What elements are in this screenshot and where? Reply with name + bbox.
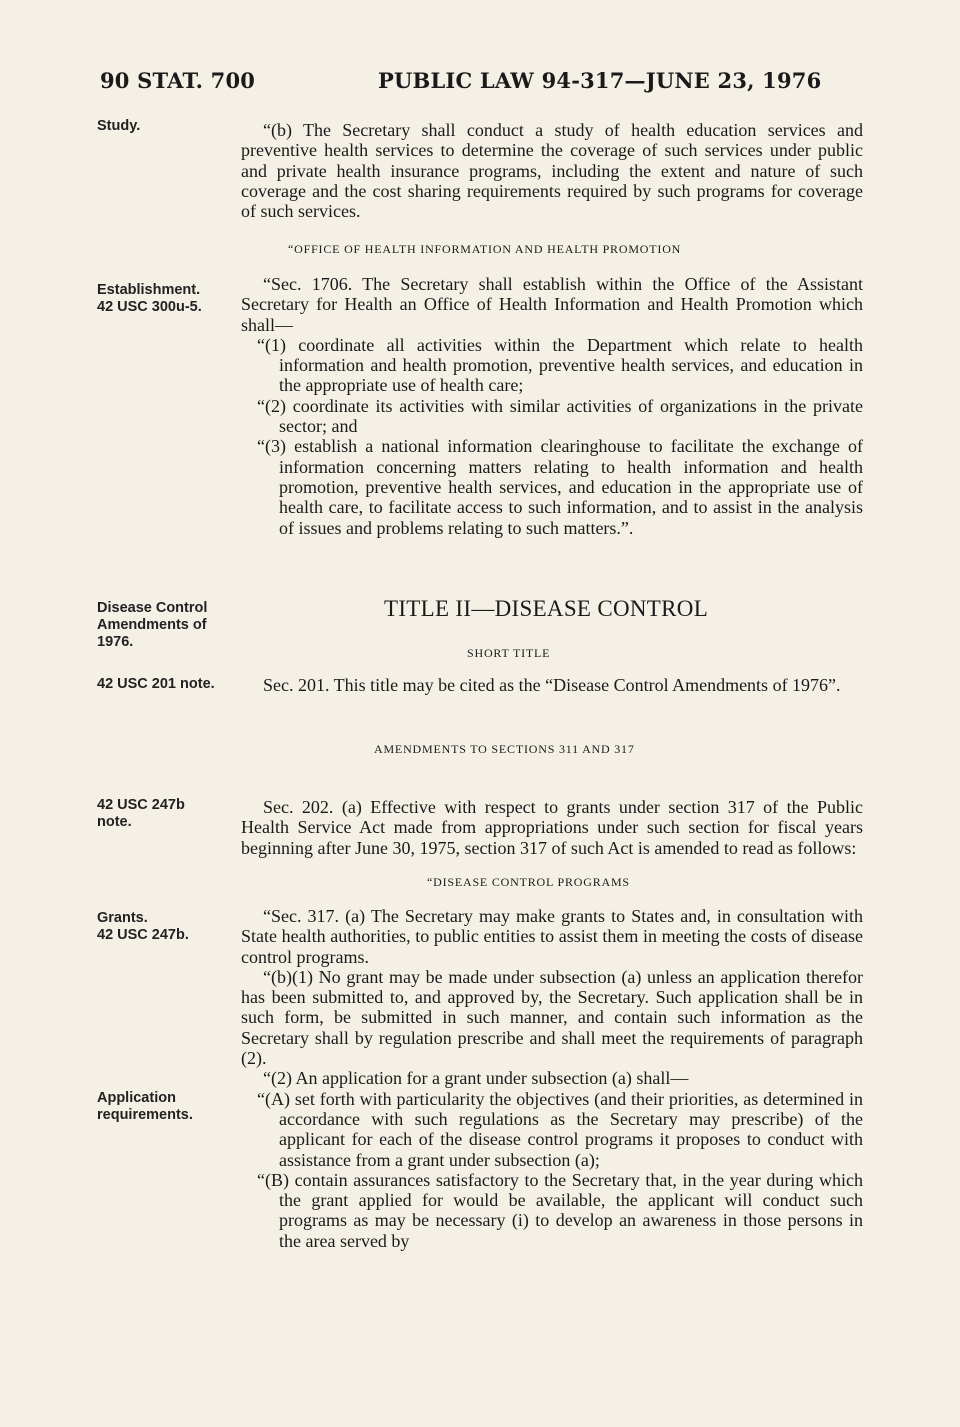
margin-note-text: note. (97, 814, 132, 830)
body-paragraph: “(A) set forth with particularity the objectives (and their priorities, as determined in accordance with such regulations as the Secretary may prescribe) of the applicant for each of the disease control programs it proposes to conduct with assistance from a grant under subsection (a); (257, 1088, 863, 1170)
section-1706-block (241, 274, 863, 538)
body-paragraph: “(2) An application for a grant under subsection (a) shall— (263, 1068, 689, 1089)
margin-note-text: Establishment. (97, 282, 201, 298)
margin-note-text: 42 USC 201 note. (97, 676, 215, 692)
margin-note-study (97, 118, 140, 135)
body-paragraph: Sec. 201. This title may be cited as the “Disease Control Amendments of 1976”. (263, 675, 841, 695)
section-heading-short-title: SHORT TITLE (467, 646, 551, 660)
margin-note-201-note (97, 676, 215, 693)
title-heading: TITLE II—DISEASE CONTROL (384, 596, 709, 621)
section-317-block (241, 906, 863, 1251)
margin-note-text: Amendments of (97, 617, 207, 633)
body-paragraph: “(b) The Secretary shall conduct a study of health education services and preventive health services to determine the coverage of such services under public and private health insurance programs, including the extent and nature of such coverage and the cost sharing requirements required by such programs for coverage of such services. (241, 120, 863, 222)
section-202-block (241, 797, 863, 858)
section-heading-disease-control-programs: “DISEASE CONTROL PROGRAMS (427, 875, 630, 889)
body-paragraph: “(B) contain assurances satisfactory to the Secretary that, in the year during which the grant applied for would be available, the applicant will conduct such programs as may be necessary (i) to develop an awareness in those persons in the area served by (257, 1169, 863, 1251)
margin-note-text: requirements. (97, 1107, 193, 1123)
margin-note-text: 42 USC 300u-5. (97, 299, 202, 315)
body-paragraph: “(2) coordinate its activities with similar activities of organizations in the private sector; and (257, 395, 863, 437)
body-paragraph: “Sec. 1706. The Secretary shall establish within the Office of the Assistant Secretary for Health an Office of Health Information and Health Promotion which shall— (241, 274, 863, 335)
margin-note-disease-control (97, 600, 207, 651)
margin-note-application (97, 1090, 193, 1124)
margin-note-247b-note (97, 797, 185, 831)
margin-note-text: Study. (97, 118, 141, 134)
margin-note-text: Grants. (97, 910, 148, 926)
section-heading-amendments: AMENDMENTS TO SECTIONS 311 AND 317 (374, 742, 635, 756)
margin-note-grants (97, 910, 189, 944)
running-header-title: PUBLIC LAW 94-317—JUNE 23, 1976 (378, 68, 822, 93)
margin-note-text: Application (97, 1090, 176, 1106)
margin-note-text: Disease Control (97, 600, 208, 616)
section-heading-office: “OFFICE OF HEALTH INFORMATION AND HEALTH PROMOTION (288, 242, 682, 256)
section-201-block (241, 675, 863, 695)
body-paragraph: “(3) establish a national information clearinghouse to facilitate the exchange of information concerning matters relating to health information and health promotion, preventive health services, and education in the appropriate use of health care, to facilitate access to such information, and to assist in the analysis of issues and problems relating to such matters.”. (257, 436, 863, 538)
margin-note-text: 1976. (97, 634, 134, 650)
body-paragraph: Sec. 202. (a) Effective with respect to grants under section 317 of the Public Health Service Act made from appropriations under such section for fiscal years beginning after June 30, 1975, section 317 of such Act is amended to read as follows: (241, 797, 863, 858)
margin-note-text: 42 USC 247b (97, 797, 185, 813)
body-paragraph: “(1) coordinate all activities within the Department which relate to health information and health promotion, preventive health services, and education in the appropriate use of health care; (257, 334, 863, 396)
margin-note-text: 42 USC 247b. (97, 927, 189, 943)
statute-page-number: 90 STAT. 700 (100, 68, 256, 93)
body-paragraph: “(b)(1) No grant may be made under subsection (a) unless an application therefor has been submitted to, and approved by, the Secretary. Such application shall be in such form, be submitted in such manner, and contain such information as the Secretary shall by regulation prescribe and shall meet the requirements of paragraph (2). (241, 966, 863, 1069)
margin-note-establishment (97, 282, 202, 316)
body-paragraph: “Sec. 317. (a) The Secretary may make grants to States and, in consultation with State health authorities, to public entities to assist them in meeting the costs of disease control programs. (241, 906, 863, 967)
study-paragraph-block (241, 120, 863, 221)
